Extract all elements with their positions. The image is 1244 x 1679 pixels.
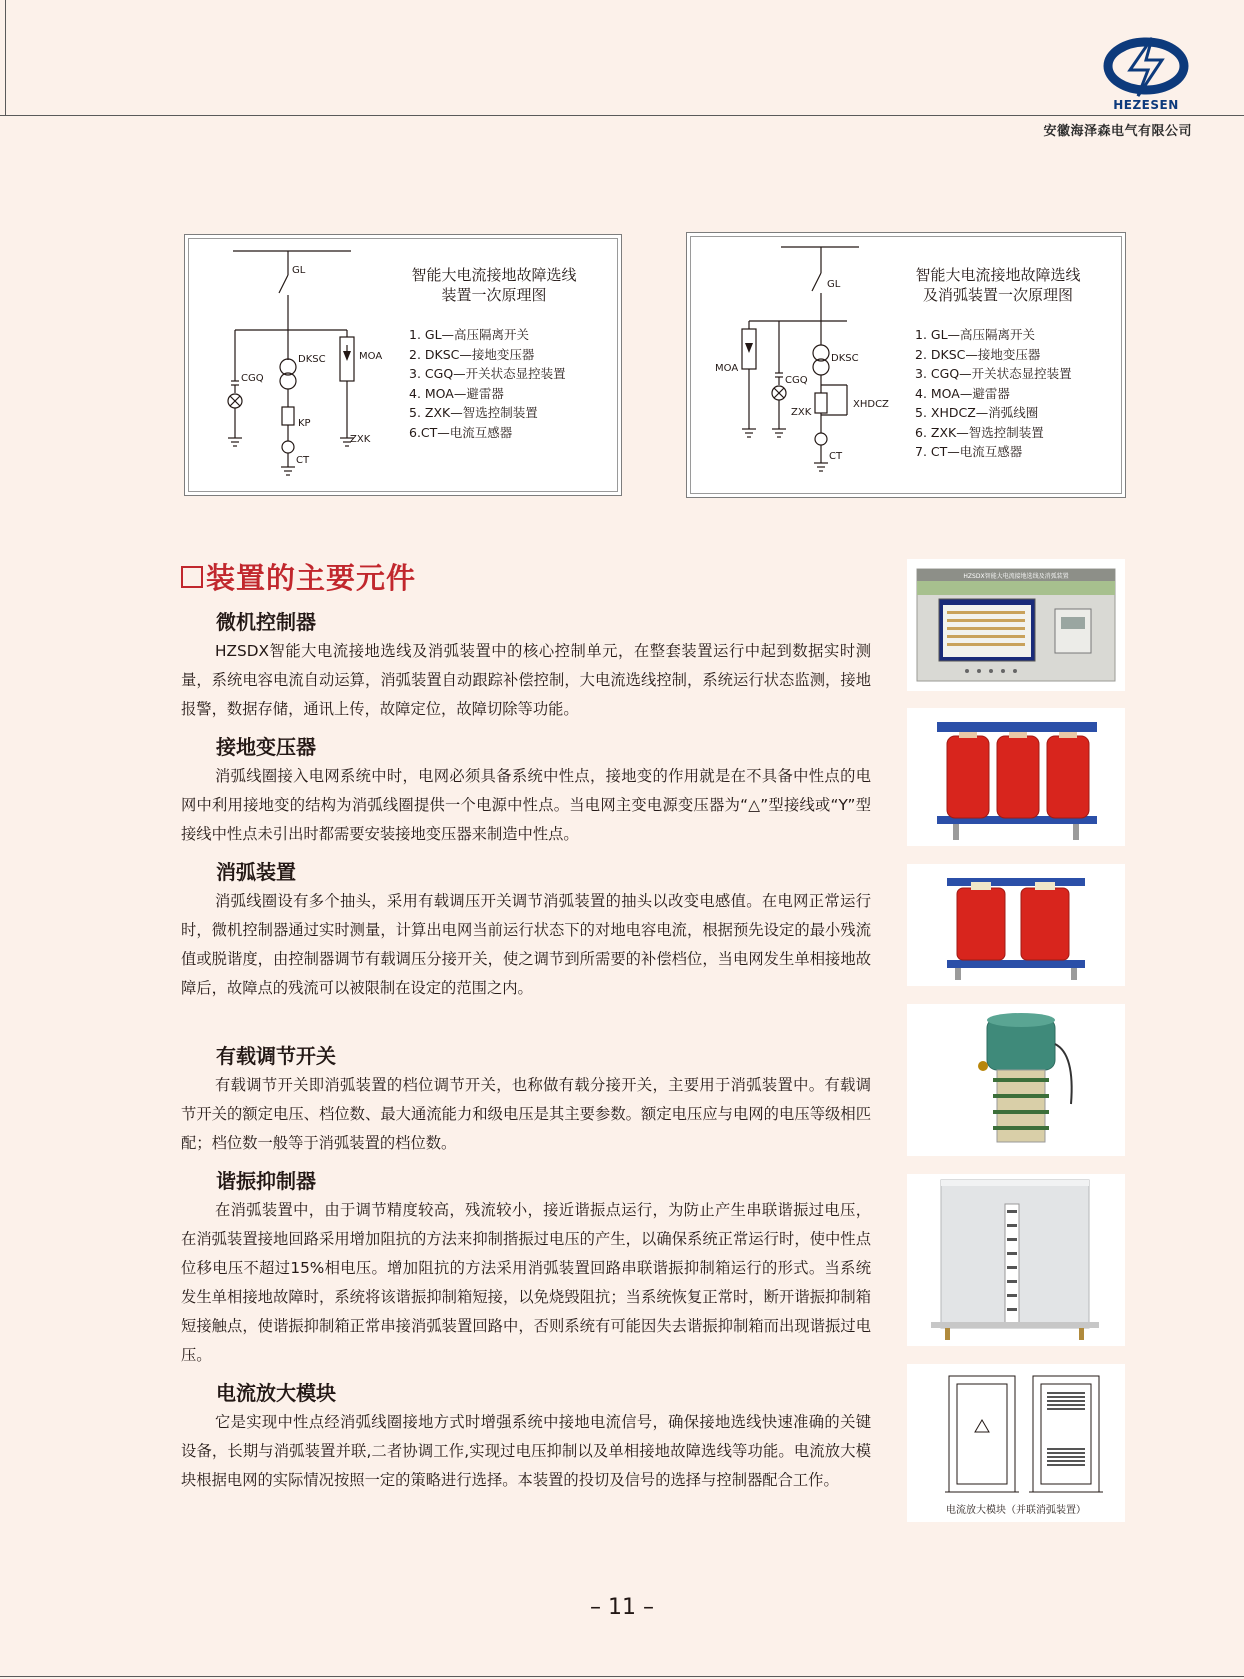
legend-item: 7. CT—电流互感器	[915, 444, 1023, 459]
item-title-current-amplifier: 电流放大模块	[216, 1381, 336, 1405]
resonance-suppressor-photo	[907, 1174, 1125, 1346]
current-amplifier-caption: 电流放大模块（并联消弧装置）	[946, 1505, 1086, 1516]
legend-item: 4. MOA—避雷器	[915, 385, 1010, 401]
diagram-2	[686, 232, 1126, 498]
item-title-on-load-switch: 有载调节开关	[216, 1044, 336, 1068]
page-number: – 11 –	[590, 1595, 654, 1620]
arc-suppression-image	[907, 864, 1125, 986]
label-zxk: ZXK	[350, 434, 371, 445]
logo-text: HEZESEN	[1113, 98, 1179, 112]
item-text-on-load-switch: 有载调节开关即消弧装置的档位调节开关，也称做有载分接开关，主要用于消弧装置中。有载调节开关的额定电压、档位数、最大通流能力和级电压是其主要参数。额定电压应与电网的电压等级相匹配；档位数一般等于消弧装置的档位数。	[181, 1076, 871, 1152]
item-text-arc-suppression: 消弧线圈设有多个抽头，采用有载调压开关调节消弧装置的抽头以改变电感值。在电网正常运行时，微机控制器通过实时测量，计算出电网当前运行状态下的对地电容电流，根据预先设定的最小残流值或脱谐度，由控制器调节有载调压分接开关，使之调节到所需要的补偿档位，当电网发生单相接地故障后，故障点的残流可以被限制在设定的范围之内。	[181, 892, 871, 997]
footer-rule	[0, 1676, 1244, 1677]
grounding-transformer-photo	[907, 708, 1125, 846]
label-gl: GL	[827, 279, 841, 290]
label-cgq: CGQ	[785, 375, 808, 386]
grounding-transformer-image	[907, 708, 1125, 846]
legend-item: 5. ZXK—智选控制装置	[409, 405, 538, 420]
diagram-1-title: 智能大电流接地故障选线 装置一次原理图	[411, 266, 577, 304]
item-title-controller: 微机控制器	[216, 610, 316, 634]
diagram-1	[184, 234, 622, 496]
diagram-1-legend	[409, 325, 566, 442]
label-ct: CT	[296, 455, 310, 466]
item-text-grounding-transformer: 消弧线圈接入电网系统中时，电网必须具备系统中性点，接地变的作用就是在不具备中性点的电网中利用接地变的结构为消弧线圈提供一个电源中性点。当电网主变电源变压器为“△”型接线或“Y”型接线中性点未引出时都需要安装接地变压器来制造中性点。	[181, 767, 871, 843]
label-cgq: CGQ	[241, 373, 264, 384]
schematic-2	[687, 233, 917, 497]
legend-item: 5. XHDCZ—消弧线圈	[915, 405, 1039, 420]
item-text-current-amplifier: 它是实现中性点经消弧线圈接地方式时增强系统中接地电流信号，确保接地选线快速准确的关键设备，长期与消弧装置并联,二者协调工作,实现过电压抑制以及单相接地故障选线等功能。电流放大模块根据电网的实际情况按照一定的策略进行选择。本装置的投切及信号的选择与控制器配合工作。	[181, 1413, 871, 1489]
controller-header-text: HZSDX智能大电流接地选线及消弧装置	[963, 573, 1069, 580]
label-dksc: DKSC	[298, 354, 326, 365]
label-kp: KP	[298, 418, 311, 429]
legend-item: 6. ZXK—智选控制装置	[915, 424, 1044, 440]
on-load-switch-photo	[907, 1004, 1125, 1156]
item-text-controller: HZSDX智能大电流接地选线及消弧装置中的核心控制单元，在整套装置运行中起到数据实时测量，系统电容电流自动运算，消弧装置自动跟踪补偿控制，大电流选线控制，系统运行状态监测，接地报警，数据存储，通讯上传，故障定位，故障切除等功能。	[181, 642, 871, 718]
item-title-resonance-suppressor: 谐振抑制器	[216, 1169, 316, 1193]
legend-item: 2. DKSC—接地变压器	[409, 346, 535, 362]
diagram-2-title: 智能大电流接地故障选线 及消弧装置一次原理图	[915, 266, 1081, 304]
label-gl: GL	[292, 265, 306, 276]
item-title-grounding-transformer: 接地变压器	[216, 735, 316, 759]
arc-suppression-photo	[907, 864, 1125, 986]
company-name: 安徽海泽森电气有限公司	[1043, 124, 1192, 139]
diagram-2-legend	[915, 325, 1072, 462]
controller-image	[907, 559, 1125, 691]
item-title-arc-suppression: 消弧装置	[216, 860, 296, 884]
legend-item: 6.CT—电流互感器	[409, 424, 513, 440]
label-moa: MOA	[715, 363, 739, 374]
label-dksc: DKSC	[831, 353, 859, 364]
label-moa: MOA	[359, 351, 383, 362]
section-title: 装置的主要元件	[181, 556, 416, 597]
current-amplifier-photo	[907, 1364, 1125, 1522]
section-checkbox-icon	[181, 566, 203, 588]
legend-item: 3. CGQ—开关状态显控装置	[409, 366, 566, 381]
legend-item: 2. DKSC—接地变压器	[915, 346, 1041, 362]
legend-item: 1. GL—高压隔离开关	[915, 327, 1036, 342]
label-zxk: ZXK	[791, 407, 812, 418]
label-ct: CT	[829, 451, 843, 462]
current-amplifier-drawing	[907, 1364, 1125, 1522]
item-text-resonance-suppressor: 在消弧装置中，由于调节精度较高，残流较小，接近谐振点运行，为防止产生串联谐振过电压，在消弧装置接地回路采用增加阻抗的方法来抑制揩振过电压的产生，以确保系统正常运行时，使中性点位移电压不超过15%相电压。增加阻抗的方法采用消弧装置回路串联谐振抑制箱运行的形式。当系统发生单相接地故障时，系统将该谐振抑制箱短接，以免烧毁阻抗；当系统恢复正常时，断开谐振抑制箱短接触点，使谐振抑制箱正常串接消弧装置回路中，否则系统有可能因失去谐振抑制箱而出现谐振过电压。	[181, 1201, 871, 1364]
controller-photo	[907, 559, 1125, 691]
on-load-switch-image	[907, 1004, 1125, 1156]
corner-mark	[5, 0, 6, 116]
header-rule	[0, 115, 1244, 116]
legend-item: 4. MOA—避雷器	[409, 385, 504, 401]
schematic-1	[185, 235, 405, 495]
label-xhdcz: XHDCZ	[853, 399, 889, 410]
resonance-suppressor-image	[907, 1174, 1125, 1346]
legend-item: 3. CGQ—开关状态显控装置	[915, 366, 1072, 381]
legend-item: 1. GL—高压隔离开关	[409, 327, 530, 342]
